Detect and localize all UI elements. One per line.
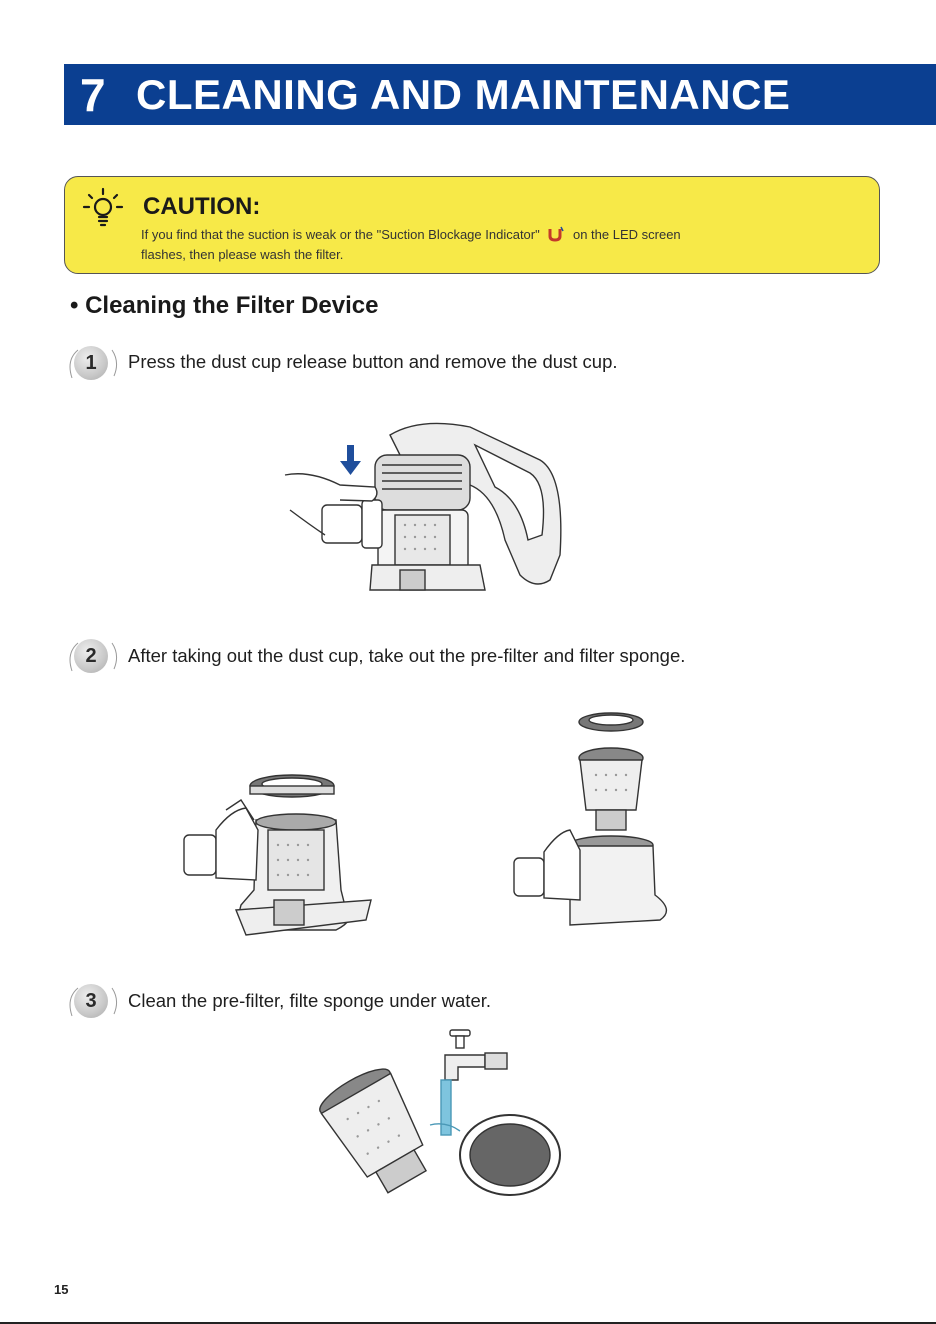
step-3-number: 3: [74, 984, 108, 1018]
caution-label: CAUTION:: [143, 193, 261, 220]
step-2-badge: [66, 635, 114, 675]
chapter-title: CLEANING AND MAINTENANCE: [136, 70, 791, 118]
lightbulb-icon: [81, 187, 125, 231]
caution-text-part1: If you find that the suction is weak or the "Suction Blockage Indicator": [141, 227, 540, 242]
down-arrow-icon: [340, 445, 361, 475]
page-number: 15: [54, 1282, 69, 1297]
pre-filter-removal-illustration: [176, 770, 376, 945]
suction-blockage-icon: [547, 226, 565, 242]
step-2-number: 2: [74, 639, 108, 673]
faucet-icon: [445, 1030, 507, 1080]
filter-exploded-illustration: [510, 710, 680, 945]
chapter-header: [64, 64, 936, 125]
step-1-number: 1: [74, 346, 108, 380]
section-title: • Cleaning the Filter Device: [70, 292, 379, 319]
step-1-badge: [66, 342, 114, 382]
caution-box: [64, 176, 880, 274]
step-3-badge: [66, 980, 114, 1020]
dust-cup-removal-illustration: [280, 415, 570, 615]
caution-text-line1: [141, 226, 681, 242]
chapter-number: 7: [80, 68, 106, 121]
step-2-text: After taking out the dust cup, take out the pre-filter and filter sponge.: [128, 645, 686, 666]
caution-text-line2: flashes, then please wash the filter.: [141, 247, 344, 262]
caution-text-part2: on the LED screen: [572, 227, 681, 242]
step-3-text: Clean the pre-filter, filte sponge under water.: [128, 990, 492, 1011]
washing-filter-illustration: [310, 1025, 570, 1210]
step-1-text: Press the dust cup release button and remove the dust cup.: [128, 351, 618, 372]
